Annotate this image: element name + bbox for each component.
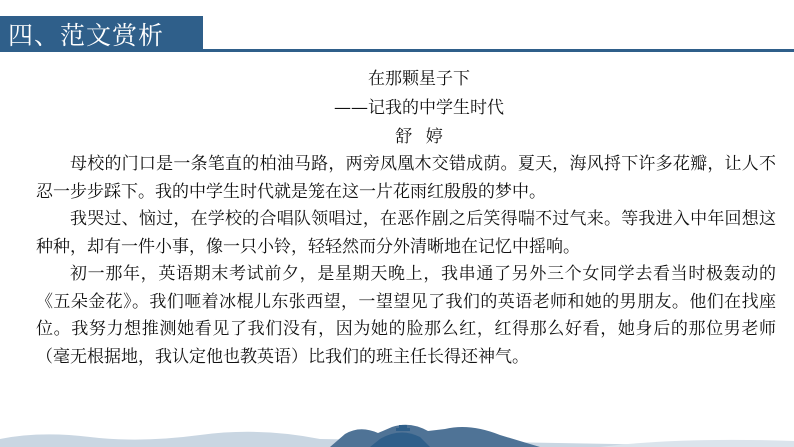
- article-subtitle: ——记我的中学生时代: [334, 98, 504, 118]
- article-author: 舒 婷: [395, 127, 447, 147]
- footer-landscape-decoration: [0, 419, 794, 447]
- article-title: 在那颗星子下: [368, 69, 470, 89]
- article-body: [36, 151, 776, 371]
- header-divider-line: [203, 49, 794, 52]
- paragraph: 母校的门口是一条笔直的柏油马路，两旁凤凰木交错成荫。夏天，海风捋下许多花瓣，让人不忍一步步踩下。我的中学生时代就是笼在这一片花雨红殷殷的梦中。: [36, 154, 776, 202]
- paragraph: 初一那年，英语期末考试前夕，是星期天晚上，我串通了另外三个女同学去看当时极轰动的《五朵金花》。我们咂着冰棍儿东张西望，一望望见了我们的英语老师和她的男朋友。他们在找座位。我努力想推测她看见了我们没有，因为她的脸那么红，红得那么好看，她身后的那位男老师（毫无根据地，我认定他也教英语）比我们的班主任长得还神气。: [36, 264, 776, 367]
- section-header-bar: [0, 16, 203, 52]
- paragraph: 我哭过、恼过，在学校的合唱队领唱过，在恶作剧之后笑得喘不过气来。等我进入中年回想这种种，却有一件小事，像一只小铃，轻轻然而分外清晰地在记忆中摇响。: [36, 209, 776, 257]
- section-title: 四、范文赏析: [8, 21, 165, 50]
